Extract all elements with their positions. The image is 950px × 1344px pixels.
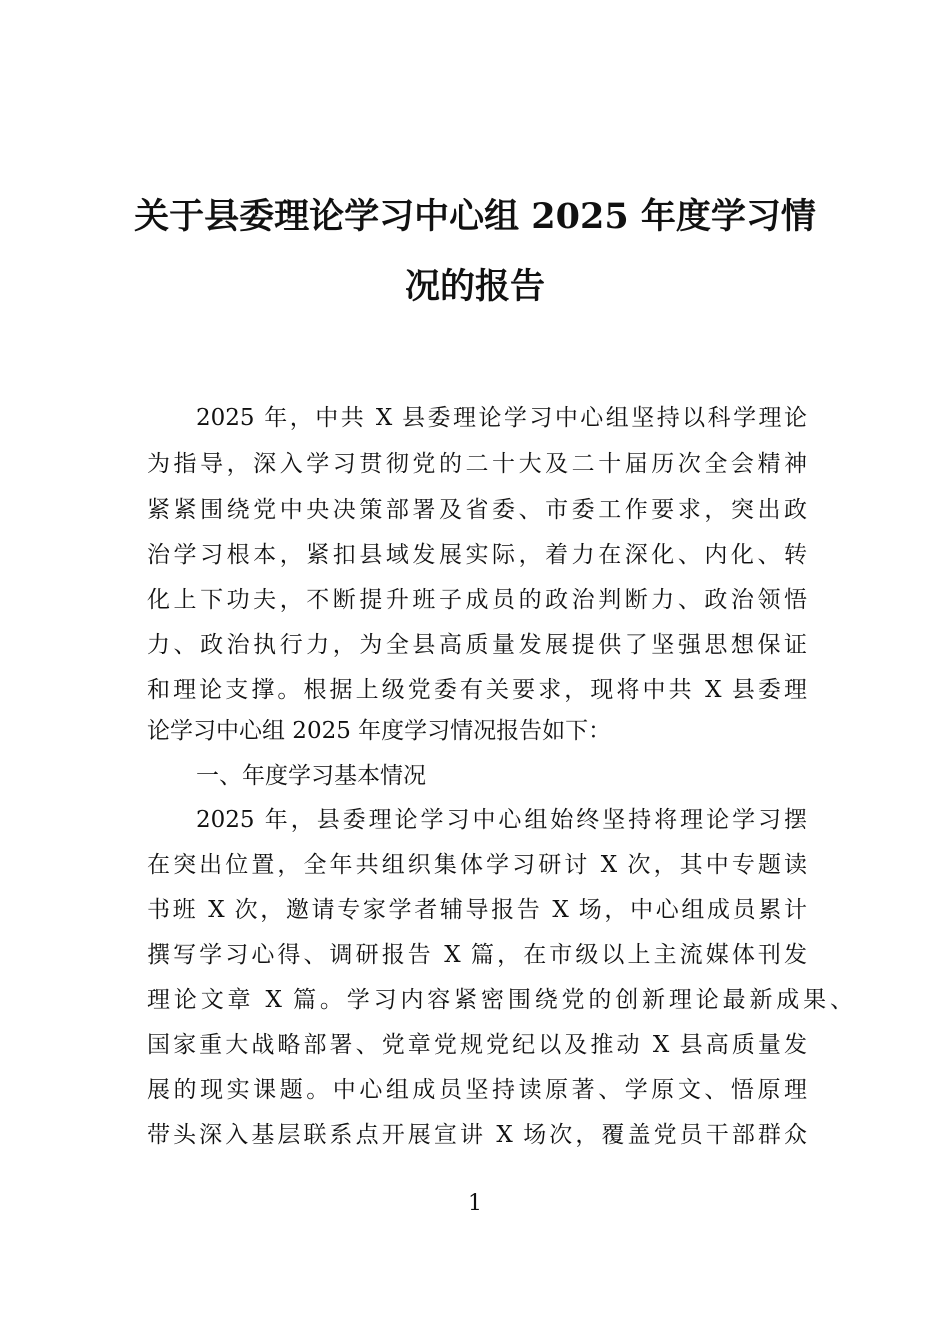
paragraph-2-line-4: 撰写学习心得、调研报告 X 篇，在市级以上主流媒体刊发 <box>147 942 807 968</box>
paragraph-1-line-3: 紧紧围绕党中央决策部署及省委、市委工作要求，突出政 <box>147 497 807 523</box>
paragraph-2-line-5: 理论文章 X 篇。学习内容紧密围绕党的创新理论最新成果、 <box>147 987 853 1013</box>
document-title-line-1: 关于县委理论学习中心组 2025 年度学习情 <box>134 196 816 237</box>
paragraph-2-line-3: 书班 X 次，邀请专家学者辅导报告 X 场，中心组成员累计 <box>147 897 807 923</box>
paragraph-2-line-7: 展的现实课题。中心组成员坚持读原著、学原文、悟原理 <box>147 1077 807 1103</box>
paragraph-1-line-6: 力、政治执行力，为全县高质量发展提供了坚强思想保证 <box>147 632 807 658</box>
paragraph-1-line-4: 治学习根本，紧扣县域发展实际，着力在深化、内化、转 <box>147 542 807 568</box>
paragraph-1-line-7: 和理论支撑。根据上级党委有关要求，现将中共 X 县委理 <box>147 677 807 703</box>
paragraph-2-line-2: 在突出位置，全年共组织集体学习研讨 X 次，其中专题读 <box>147 852 807 878</box>
document-title-line-2: 况的报告 <box>404 266 545 307</box>
paragraph-1-line-1: 2025 年，中共 X 县委理论学习中心组坚持以科学理论 <box>196 405 807 431</box>
paragraph-2-line-8: 带头深入基层联系点开展宣讲 X 场次，覆盖党员干部群众 <box>147 1122 807 1148</box>
paragraph-1-line-5: 化上下功夫，不断提升班子成员的政治判断力、政治领悟 <box>147 587 807 613</box>
page-number: 1 <box>468 1191 482 1216</box>
paragraph-2-line-6: 国家重大战略部署、党章党规党纪以及推动 X 县高质量发 <box>147 1032 807 1058</box>
paragraph-1-line-8: 论学习中心组 2025 年度学习情况报告如下： <box>147 718 612 744</box>
paragraph-2-line-1: 2025 年，县委理论学习中心组始终坚持将理论学习摆 <box>196 807 807 833</box>
section-heading-1: 一、年度学习基本情况 <box>196 763 426 789</box>
paragraph-1-line-2: 为指导，深入学习贯彻党的二十大及二十届历次全会精神 <box>147 451 807 477</box>
